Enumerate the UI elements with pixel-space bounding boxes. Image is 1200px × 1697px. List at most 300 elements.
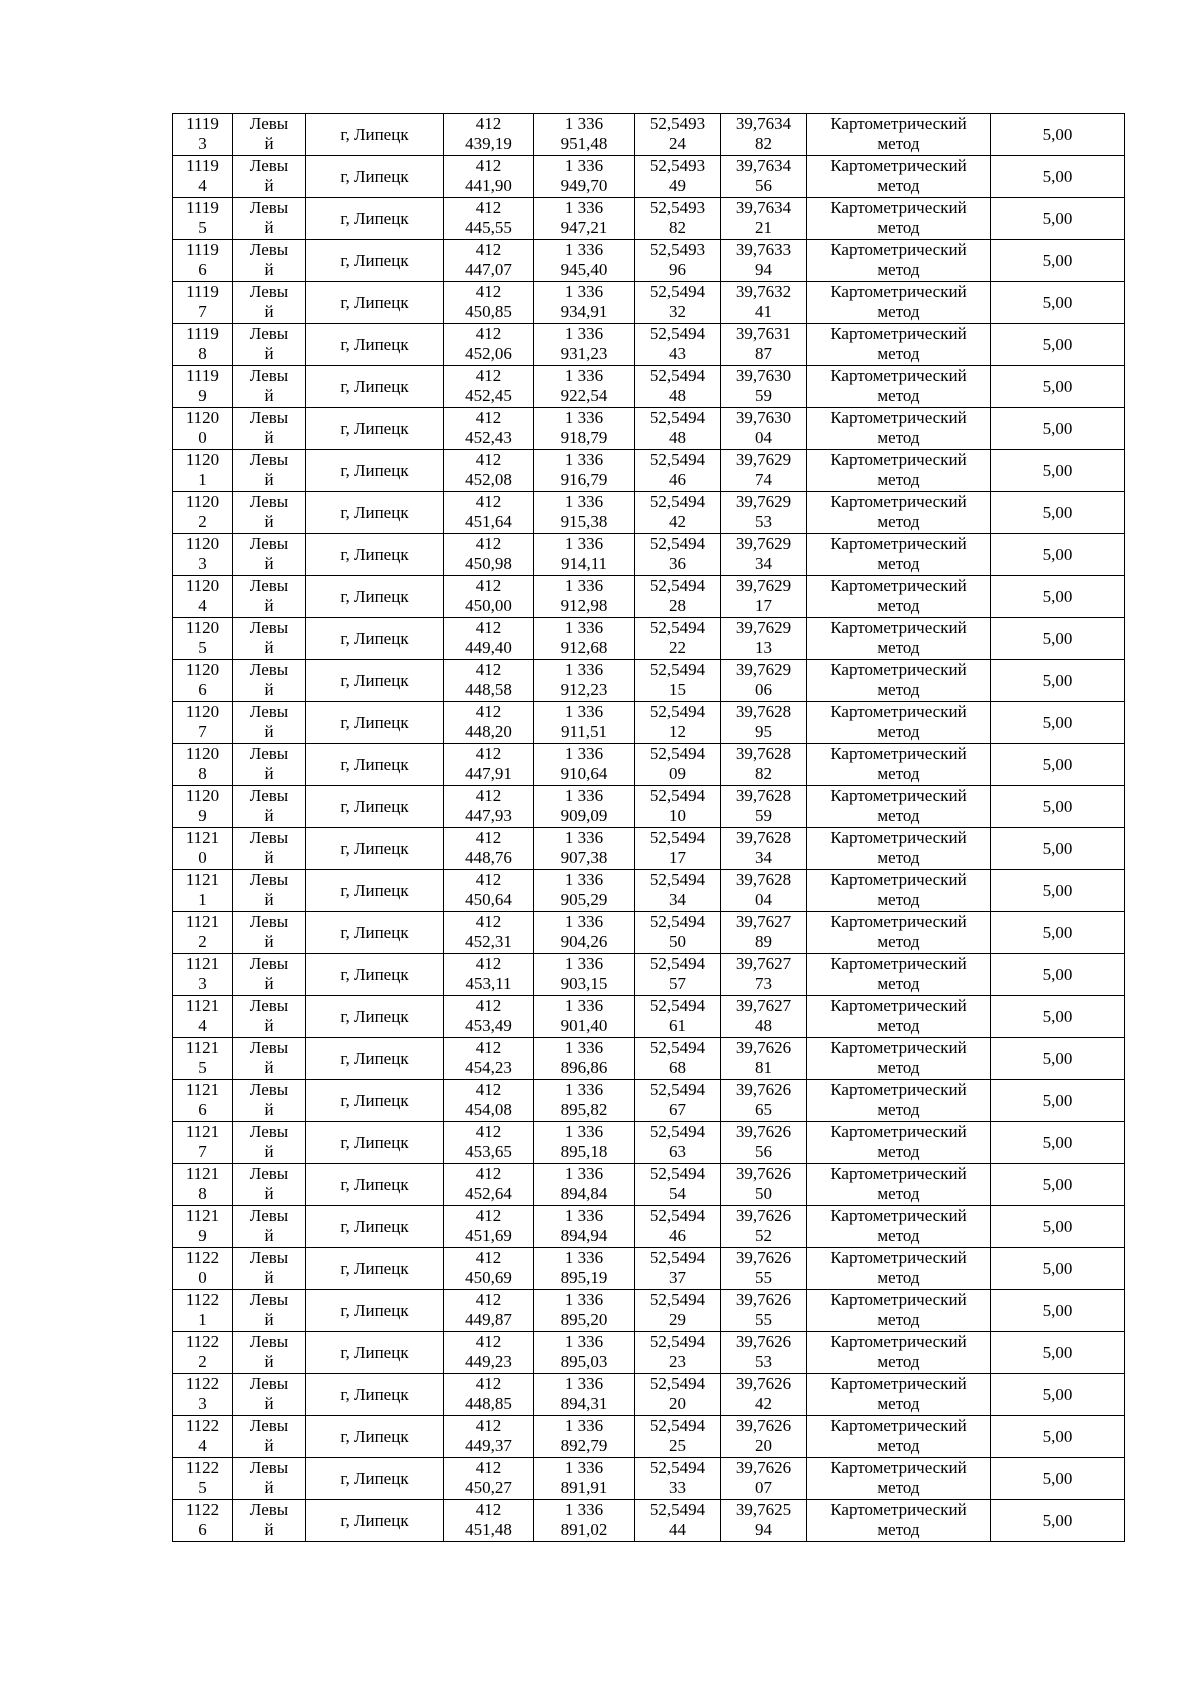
- latitude-line-2: 49: [669, 176, 686, 195]
- coordinates-table: [172, 113, 1125, 1542]
- point-number-line-2: 1: [198, 1310, 207, 1329]
- table-body: [173, 114, 1125, 1542]
- method-line-1: Картометрический: [830, 996, 967, 1015]
- longitude-line-1: 39,7627: [735, 912, 792, 931]
- point-number-line-1: 1121: [185, 1038, 220, 1057]
- method-line-2: метод: [877, 470, 920, 489]
- side-line-1: Левы: [249, 408, 289, 427]
- side-line-2: й: [264, 1100, 274, 1119]
- point-number-line-2: 0: [198, 1268, 207, 1287]
- y-coordinate-line-1: 1 336: [564, 1248, 604, 1267]
- y-coordinate-cell: [534, 954, 635, 996]
- longitude-cell: [721, 912, 807, 954]
- y-coordinate-line-1: 1 336: [564, 1416, 604, 1435]
- method-line-1: Картометрический: [830, 1458, 967, 1477]
- latitude-line-2: 44: [669, 1520, 686, 1539]
- method-line-2: метод: [877, 1184, 920, 1203]
- accuracy-cell: 5,00: [991, 366, 1125, 408]
- y-coordinate-cell: [534, 324, 635, 366]
- point-number-cell: [173, 786, 233, 828]
- side-line-1: Левы: [249, 576, 289, 595]
- y-coordinate-line-2: 907,38: [560, 848, 608, 867]
- side-line-1: Левы: [249, 1164, 289, 1183]
- x-coordinate-line-2: 451,64: [465, 512, 512, 531]
- x-coordinate-cell: [444, 1206, 534, 1248]
- table-row: [173, 492, 1125, 534]
- side-cell: [233, 996, 306, 1038]
- longitude-line-2: 59: [755, 386, 772, 405]
- longitude-cell: [721, 1290, 807, 1332]
- accuracy-cell: 5,00: [991, 1248, 1125, 1290]
- x-coordinate-cell: [444, 744, 534, 786]
- longitude-line-2: 07: [755, 1478, 772, 1497]
- method-cell: [807, 114, 991, 156]
- accuracy-cell: 5,00: [991, 1164, 1125, 1206]
- table-row: [173, 576, 1125, 618]
- latitude-cell: [635, 618, 721, 660]
- method-line-2: метод: [877, 1352, 920, 1371]
- side-line-1: Левы: [249, 198, 289, 217]
- y-coordinate-cell: [534, 828, 635, 870]
- method-line-1: Картометрический: [830, 912, 967, 931]
- city-cell: г, Липецк: [306, 240, 444, 282]
- y-coordinate-line-2: 895,20: [560, 1310, 608, 1329]
- point-number-line-2: 8: [198, 764, 207, 783]
- latitude-cell: [635, 660, 721, 702]
- y-coordinate-line-1: 1 336: [564, 366, 604, 385]
- side-line-2: й: [264, 806, 274, 825]
- side-line-1: Левы: [249, 114, 289, 133]
- longitude-line-1: 39,7626: [735, 1290, 792, 1309]
- y-coordinate-line-1: 1 336: [564, 1164, 604, 1183]
- x-coordinate-line-2: 448,20: [465, 722, 512, 741]
- x-coordinate-line-1: 412: [475, 996, 502, 1015]
- method-cell: [807, 996, 991, 1038]
- longitude-line-1: 39,7626: [735, 1416, 792, 1435]
- y-coordinate-line-2: 894,94: [560, 1226, 608, 1245]
- city-cell: г, Липецк: [306, 408, 444, 450]
- side-line-2: й: [264, 596, 274, 615]
- method-cell: [807, 1332, 991, 1374]
- method-cell: [807, 450, 991, 492]
- side-cell: [233, 1416, 306, 1458]
- y-coordinate-cell: [534, 1500, 635, 1542]
- y-coordinate-cell: [534, 1290, 635, 1332]
- side-cell: [233, 870, 306, 912]
- longitude-line-2: 74: [755, 470, 772, 489]
- latitude-line-2: 17: [669, 848, 686, 867]
- latitude-line-1: 52,5494: [649, 408, 706, 427]
- y-coordinate-cell: [534, 1122, 635, 1164]
- method-line-2: метод: [877, 1478, 920, 1497]
- point-number-cell: [173, 996, 233, 1038]
- side-cell: [233, 1206, 306, 1248]
- longitude-line-2: 52: [755, 1226, 772, 1245]
- x-coordinate-line-1: 412: [475, 450, 502, 469]
- latitude-cell: [635, 576, 721, 618]
- longitude-cell: [721, 660, 807, 702]
- longitude-line-1: 39,7627: [735, 954, 792, 973]
- latitude-line-1: 52,5494: [649, 1416, 706, 1435]
- longitude-cell: [721, 492, 807, 534]
- side-cell: [233, 1290, 306, 1332]
- latitude-line-1: 52,5494: [649, 702, 706, 721]
- method-line-2: метод: [877, 638, 920, 657]
- table-row: [173, 1374, 1125, 1416]
- table-row: [173, 870, 1125, 912]
- latitude-cell: [635, 1500, 721, 1542]
- x-coordinate-line-2: 447,91: [465, 764, 512, 783]
- latitude-line-1: 52,5494: [649, 1038, 706, 1057]
- point-number-line-1: 1120: [185, 576, 220, 595]
- point-number-cell: [173, 408, 233, 450]
- method-line-2: метод: [877, 1310, 920, 1329]
- side-cell: [233, 912, 306, 954]
- x-coordinate-line-2: 441,90: [465, 176, 512, 195]
- y-coordinate-line-1: 1 336: [564, 786, 604, 805]
- table-row: [173, 1164, 1125, 1206]
- point-number-cell: [173, 1122, 233, 1164]
- longitude-cell: [721, 1080, 807, 1122]
- method-line-1: Картометрический: [830, 576, 967, 595]
- side-cell: [233, 450, 306, 492]
- longitude-line-2: 04: [755, 890, 772, 909]
- side-cell: [233, 702, 306, 744]
- latitude-cell: [635, 240, 721, 282]
- method-line-2: метод: [877, 1058, 920, 1077]
- point-number-cell: [173, 1248, 233, 1290]
- point-number-line-2: 1: [198, 890, 207, 909]
- accuracy-cell: 5,00: [991, 240, 1125, 282]
- y-coordinate-cell: [534, 870, 635, 912]
- method-cell: [807, 618, 991, 660]
- x-coordinate-line-2: 450,64: [465, 890, 512, 909]
- latitude-line-2: 61: [669, 1016, 686, 1035]
- method-cell: [807, 1038, 991, 1080]
- x-coordinate-cell: [444, 282, 534, 324]
- point-number-line-2: 9: [198, 386, 207, 405]
- latitude-cell: [635, 786, 721, 828]
- point-number-line-2: 3: [198, 134, 207, 153]
- method-line-2: метод: [877, 806, 920, 825]
- longitude-line-2: 06: [755, 680, 772, 699]
- y-coordinate-cell: [534, 366, 635, 408]
- latitude-line-2: 22: [669, 638, 686, 657]
- side-line-2: й: [264, 1478, 274, 1497]
- point-number-line-1: 1120: [185, 786, 220, 805]
- longitude-line-2: 21: [755, 218, 772, 237]
- point-number-line-1: 1121: [185, 954, 220, 973]
- method-line-2: метод: [877, 386, 920, 405]
- latitude-cell: [635, 1206, 721, 1248]
- longitude-line-1: 39,7630: [735, 366, 792, 385]
- x-coordinate-line-2: 450,00: [465, 596, 512, 615]
- x-coordinate-line-2: 452,43: [465, 428, 512, 447]
- point-number-line-1: 1119: [186, 324, 219, 343]
- method-line-1: Картометрический: [830, 366, 967, 385]
- longitude-cell: [721, 744, 807, 786]
- point-number-line-2: 5: [198, 1478, 207, 1497]
- x-coordinate-cell: [444, 492, 534, 534]
- longitude-line-2: 59: [755, 806, 772, 825]
- x-coordinate-line-1: 412: [475, 1038, 502, 1057]
- side-cell: [233, 198, 306, 240]
- x-coordinate-line-1: 412: [475, 828, 502, 847]
- side-line-1: Левы: [249, 324, 289, 343]
- x-coordinate-line-2: 452,64: [465, 1184, 512, 1203]
- point-number-cell: [173, 1374, 233, 1416]
- y-coordinate-line-1: 1 336: [564, 450, 604, 469]
- longitude-line-1: 39,7626: [735, 1164, 792, 1183]
- side-line-2: й: [264, 428, 274, 447]
- side-cell: [233, 660, 306, 702]
- city-cell: г, Липецк: [306, 282, 444, 324]
- method-line-1: Картометрический: [830, 1038, 967, 1057]
- method-line-2: метод: [877, 176, 920, 195]
- method-line-2: метод: [877, 848, 920, 867]
- side-line-1: Левы: [249, 786, 289, 805]
- side-line-2: й: [264, 1226, 274, 1245]
- side-cell: [233, 156, 306, 198]
- longitude-cell: [721, 450, 807, 492]
- method-cell: [807, 324, 991, 366]
- longitude-cell: [721, 702, 807, 744]
- x-coordinate-cell: [444, 1290, 534, 1332]
- method-line-2: метод: [877, 1226, 920, 1245]
- side-line-2: й: [264, 974, 274, 993]
- side-line-2: й: [264, 1520, 274, 1539]
- method-cell: [807, 1164, 991, 1206]
- side-line-2: й: [264, 638, 274, 657]
- city-cell: г, Липецк: [306, 744, 444, 786]
- y-coordinate-line-2: 951,48: [560, 134, 608, 153]
- side-line-1: Левы: [249, 996, 289, 1015]
- side-line-2: й: [264, 470, 274, 489]
- x-coordinate-line-2: 453,49: [465, 1016, 512, 1035]
- side-line-2: й: [264, 1268, 274, 1287]
- accuracy-cell: 5,00: [991, 1416, 1125, 1458]
- city-cell: г, Липецк: [306, 912, 444, 954]
- y-coordinate-cell: [534, 1416, 635, 1458]
- x-coordinate-line-2: 445,55: [465, 218, 512, 237]
- longitude-line-2: 20: [755, 1436, 772, 1455]
- y-coordinate-cell: [534, 282, 635, 324]
- latitude-line-2: 48: [669, 428, 686, 447]
- longitude-line-2: 81: [755, 1058, 772, 1077]
- longitude-cell: [721, 1122, 807, 1164]
- latitude-cell: [635, 1248, 721, 1290]
- latitude-line-2: 63: [669, 1142, 686, 1161]
- longitude-cell: [721, 114, 807, 156]
- side-line-1: Левы: [249, 954, 289, 973]
- table-row: [173, 786, 1125, 828]
- city-cell: г, Липецк: [306, 1500, 444, 1542]
- side-line-1: Левы: [249, 282, 289, 301]
- side-line-1: Левы: [249, 450, 289, 469]
- accuracy-cell: 5,00: [991, 408, 1125, 450]
- point-number-cell: [173, 660, 233, 702]
- point-number-line-1: 1119: [186, 366, 219, 385]
- y-coordinate-line-1: 1 336: [564, 1374, 604, 1393]
- city-cell: г, Липецк: [306, 450, 444, 492]
- method-line-2: метод: [877, 1268, 920, 1287]
- longitude-line-1: 39,7626: [735, 1374, 792, 1393]
- side-line-1: Левы: [249, 912, 289, 931]
- point-number-line-2: 4: [198, 1436, 207, 1455]
- method-line-1: Картометрический: [830, 1416, 967, 1435]
- longitude-cell: [721, 366, 807, 408]
- table-row: [173, 1122, 1125, 1164]
- side-line-2: й: [264, 1310, 274, 1329]
- city-cell: г, Липецк: [306, 366, 444, 408]
- y-coordinate-line-2: 909,09: [560, 806, 608, 825]
- x-coordinate-line-1: 412: [475, 954, 502, 973]
- city-cell: г, Липецк: [306, 996, 444, 1038]
- table-row: [173, 408, 1125, 450]
- y-coordinate-cell: [534, 786, 635, 828]
- side-line-2: й: [264, 1436, 274, 1455]
- longitude-line-2: 82: [755, 764, 772, 783]
- latitude-line-1: 52,5494: [649, 1500, 706, 1519]
- x-coordinate-line-2: 452,06: [465, 344, 512, 363]
- method-line-2: метод: [877, 1016, 920, 1035]
- longitude-line-1: 39,7628: [735, 870, 792, 889]
- y-coordinate-line-1: 1 336: [564, 576, 604, 595]
- y-coordinate-line-1: 1 336: [564, 996, 604, 1015]
- latitude-cell: [635, 1416, 721, 1458]
- y-coordinate-cell: [534, 1038, 635, 1080]
- method-cell: [807, 1248, 991, 1290]
- longitude-line-1: 39,7629: [735, 492, 792, 511]
- point-number-cell: [173, 114, 233, 156]
- y-coordinate-line-1: 1 336: [564, 954, 604, 973]
- method-line-2: метод: [877, 764, 920, 783]
- table-row: [173, 366, 1125, 408]
- x-coordinate-line-1: 412: [475, 366, 502, 385]
- x-coordinate-cell: [444, 156, 534, 198]
- y-coordinate-line-1: 1 336: [564, 1038, 604, 1057]
- latitude-line-2: 48: [669, 386, 686, 405]
- city-cell: г, Липецк: [306, 1290, 444, 1332]
- y-coordinate-line-2: 945,40: [560, 260, 608, 279]
- method-line-2: метод: [877, 932, 920, 951]
- side-line-2: й: [264, 386, 274, 405]
- latitude-line-1: 52,5494: [649, 660, 706, 679]
- city-cell: г, Липецк: [306, 1332, 444, 1374]
- accuracy-cell: 5,00: [991, 1374, 1125, 1416]
- accuracy-cell: 5,00: [991, 324, 1125, 366]
- method-cell: [807, 534, 991, 576]
- method-line-2: метод: [877, 1436, 920, 1455]
- x-coordinate-line-2: 448,85: [465, 1394, 512, 1413]
- point-number-cell: [173, 1206, 233, 1248]
- side-line-1: Левы: [249, 618, 289, 637]
- point-number-line-2: 3: [198, 554, 207, 573]
- accuracy-cell: 5,00: [991, 912, 1125, 954]
- method-line-2: метод: [877, 344, 920, 363]
- method-line-1: Картометрический: [830, 1206, 967, 1225]
- latitude-line-2: 25: [669, 1436, 686, 1455]
- x-coordinate-line-2: 453,65: [465, 1142, 512, 1161]
- latitude-line-2: 68: [669, 1058, 686, 1077]
- point-number-line-2: 9: [198, 1226, 207, 1245]
- side-line-1: Левы: [249, 870, 289, 889]
- method-cell: [807, 702, 991, 744]
- point-number-line-2: 0: [198, 848, 207, 867]
- point-number-line-1: 1121: [185, 1122, 220, 1141]
- side-line-1: Левы: [249, 1080, 289, 1099]
- city-cell: г, Липецк: [306, 702, 444, 744]
- point-number-cell: [173, 282, 233, 324]
- point-number-line-1: 1121: [185, 828, 220, 847]
- y-coordinate-line-2: 892,79: [560, 1436, 608, 1455]
- city-cell: г, Липецк: [306, 1164, 444, 1206]
- latitude-line-2: 43: [669, 344, 686, 363]
- longitude-cell: [721, 1416, 807, 1458]
- latitude-line-1: 52,5494: [649, 576, 706, 595]
- side-line-1: Левы: [249, 1122, 289, 1141]
- longitude-line-2: 73: [755, 974, 772, 993]
- y-coordinate-line-2: 894,31: [560, 1394, 608, 1413]
- side-cell: [233, 534, 306, 576]
- city-cell: г, Липецк: [306, 534, 444, 576]
- longitude-cell: [721, 1206, 807, 1248]
- x-coordinate-line-1: 412: [475, 1332, 502, 1351]
- table-row: [173, 156, 1125, 198]
- latitude-line-2: 33: [669, 1478, 686, 1497]
- y-coordinate-line-2: 904,26: [560, 932, 608, 951]
- y-coordinate-line-1: 1 336: [564, 1122, 604, 1141]
- point-number-cell: [173, 912, 233, 954]
- longitude-line-1: 39,7634: [735, 198, 792, 217]
- latitude-line-2: 28: [669, 596, 686, 615]
- x-coordinate-line-1: 412: [475, 1248, 502, 1267]
- method-line-1: Картометрический: [830, 1332, 967, 1351]
- side-cell: [233, 366, 306, 408]
- table-row: [173, 1206, 1125, 1248]
- method-line-2: метод: [877, 680, 920, 699]
- accuracy-cell: 5,00: [991, 156, 1125, 198]
- point-number-cell: [173, 1500, 233, 1542]
- method-cell: [807, 1458, 991, 1500]
- table-row: [173, 912, 1125, 954]
- y-coordinate-line-1: 1 336: [564, 702, 604, 721]
- point-number-line-2: 5: [198, 1058, 207, 1077]
- table-row: [173, 240, 1125, 282]
- y-coordinate-line-2: 891,02: [560, 1520, 608, 1539]
- x-coordinate-line-2: 449,37: [465, 1436, 512, 1455]
- x-coordinate-line-2: 439,19: [465, 134, 512, 153]
- table-row: [173, 1080, 1125, 1122]
- latitude-cell: [635, 1332, 721, 1374]
- x-coordinate-line-2: 454,08: [465, 1100, 512, 1119]
- table-row: [173, 114, 1125, 156]
- longitude-line-2: 42: [755, 1394, 772, 1413]
- point-number-cell: [173, 1038, 233, 1080]
- method-line-2: метод: [877, 890, 920, 909]
- x-coordinate-cell: [444, 1038, 534, 1080]
- y-coordinate-cell: [534, 534, 635, 576]
- point-number-cell: [173, 198, 233, 240]
- y-coordinate-cell: [534, 1332, 635, 1374]
- latitude-cell: [635, 702, 721, 744]
- table-row: [173, 450, 1125, 492]
- y-coordinate-line-2: 915,38: [560, 512, 608, 531]
- latitude-line-2: 34: [669, 890, 686, 909]
- y-coordinate-line-2: 916,79: [560, 470, 608, 489]
- latitude-line-2: 10: [669, 806, 686, 825]
- latitude-line-1: 52,5494: [649, 744, 706, 763]
